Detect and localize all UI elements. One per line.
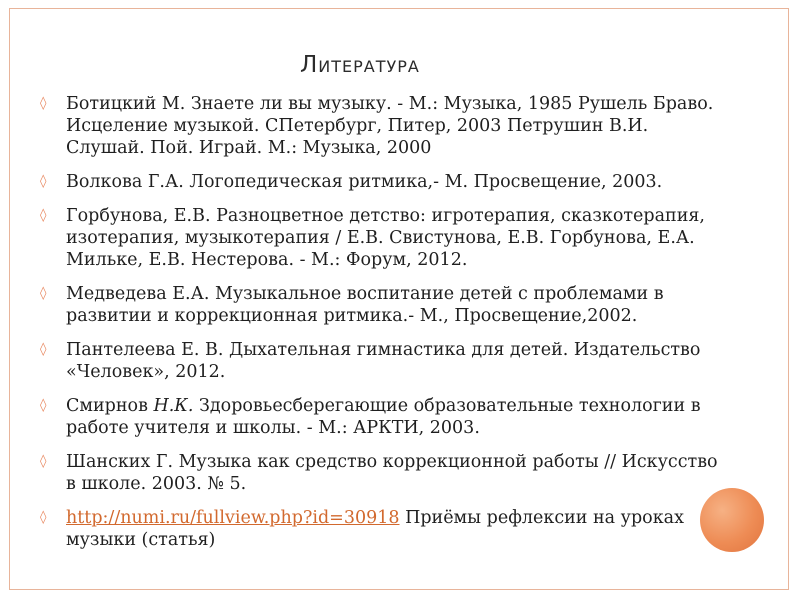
list-item: [40, 451, 730, 495]
item-text-continued: Приёмы рефлексии на уроках музыки (статья): [66, 508, 684, 550]
bullet-icon: ◊: [40, 286, 47, 301]
item-italic-text: Н.К.: [153, 396, 194, 416]
list-item: [40, 283, 730, 327]
item-text: Смирнов: [66, 396, 154, 416]
bullet-icon: ◊: [40, 342, 47, 357]
bibliography-list: [40, 93, 730, 563]
bullet-icon: ◊: [40, 398, 47, 413]
item-text: Волкова Г.А. Логопедическая ритмика,- М. Просвещение, 2003.: [66, 172, 663, 192]
article-link[interactable]: http://numi.ru/fullview.php?id=30918: [66, 508, 400, 528]
bullet-icon: ◊: [40, 454, 47, 469]
bullet-icon: ◊: [40, 96, 47, 111]
list-item: [40, 339, 730, 383]
item-text: Шанских Г. Музыка как средство коррекционной работы // Искусство в школе. 2003. № 5.: [66, 452, 718, 494]
list-item: [40, 93, 730, 159]
item-text-continued: Здоровьесберегающие образовательные технологии в работе учителя и школы. - М.: АРКТИ, 2003.: [66, 396, 701, 438]
item-text: Пантелеева Е. В. Дыхательная гимнастика для детей. Издательство «Человек», 2012.: [66, 340, 701, 382]
item-text: Медведева Е.А. Музыкальное воспитание детей с проблемами в развитии и коррекционная ритмика.- М., Просвещение,2002.: [66, 284, 664, 326]
bullet-icon: ◊: [40, 208, 47, 223]
list-item: [40, 171, 730, 193]
bullet-icon: ◊: [40, 510, 47, 525]
item-text: Ботицкий М. Знаете ли вы музыку. - М.: Музыка, 1985 Рушель Браво. Исцеление музыкой. СПетербург, Питер, 2003 Петрушин В.И. Слушай. Пой. Играй. М.: Музыка, 2000: [66, 94, 714, 158]
item-text: Горбунова, Е.В. Разноцветное детство: игротерапия, сказкотерапия, изотерапия, музыкотерапия / Е.В. Свистунова, Е.В. Горбунова, Е.А. Мильке, Е.В. Нестерова. - М.: Форум, 2012.: [66, 206, 705, 270]
bullet-icon: ◊: [40, 174, 47, 189]
list-item: [40, 395, 730, 439]
decorative-orb: [700, 488, 764, 552]
slide-title: Литература: [300, 52, 420, 78]
list-item: [40, 507, 730, 551]
list-item: [40, 205, 730, 271]
